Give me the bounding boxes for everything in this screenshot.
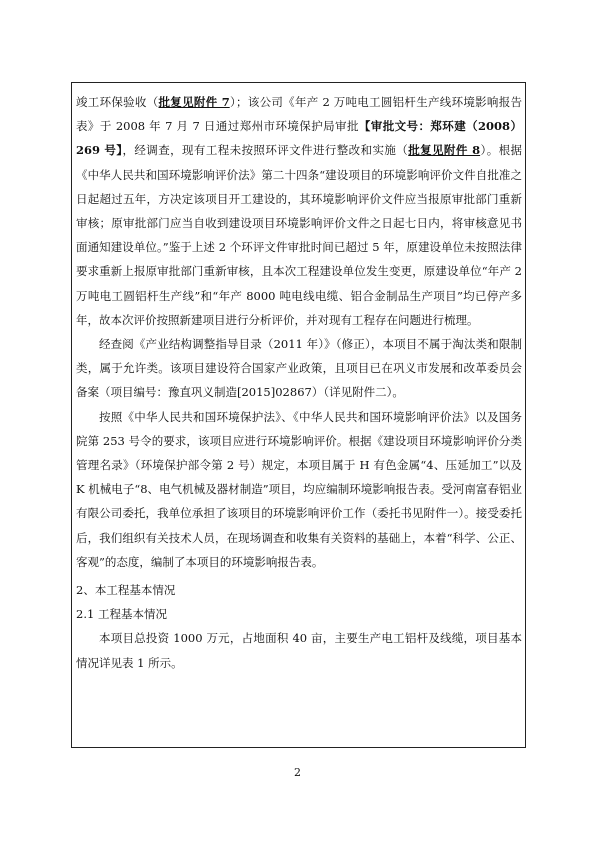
document-body <box>76 90 522 675</box>
text-run: ，经调查，现有工程未按照环评文件进行整改和实施（ <box>122 143 409 158</box>
text-run: ）；该公司《年产 2 万吨电工圆铝杆生产线环境影响报告表》于 2008 年 7 月 7 日通过郑州市环境保护局审批 <box>76 95 522 134</box>
page-number: 2 <box>294 766 301 779</box>
text-run: 竣工环保验收（ <box>76 95 159 109</box>
section-heading-2: 2、本工程基本情况 <box>76 583 176 598</box>
approval-number: 【审批文号：郑环建（2008）269 号】 <box>76 119 522 158</box>
text-run: ）。根据《中华人民共和国环境影响评价法》第二十四条“建设项目的环境影响评价文件自批准之日起超过五年，方决定该项目开工建设的，其环境影响评价文件应当报原审批部门重新审核；原审批部门应当自收到建设项目环境影响评价文件之日起七日内，将审核意见书面通知建设单位。”鉴于上述 2 个环评文件审批时间已超过 5 年，原建设单位未按照法律要求重新上报原审批部门重新审核，且本次工程建设单位发生变更，原建设单位“年产 2 万吨电工圆铝杆生产线”和“年产 8000 吨电线电缆、铝合金制品生产项目”均已停产多年，故本次评价按照新建项目进行分析评价，并对现有工程存在问题进行梳理。 <box>76 143 523 327</box>
paragraph-approval-history <box>76 90 522 332</box>
attachment-ref-7: 批复见附件 7 <box>158 95 230 109</box>
paragraph-eia-requirement: 按照《中华人民共和国环境保护法》、《中华人民共和国环境影响评价法》以及国务院第 253 号令的要求，该项目应进行环境影响评价。根据《建设项目环境影响评价分类管理名录》（环境保护部令第 2 号）规定，本项目属于 H 有色金属“4、压延加工”以及 K 机械电子“8、电气机械及器材制造”项目，均应编制环境影响报告表。受河南富春铝业有限公司委托，我单位承担了该项目的环境影响评价工作（委托书见附件一）。接受委托后，我们组织有关技术人员，在现场调查和收集有关资料的基础上，本着“科学、公正、客观”的态度，编制了本项目的环境影响报告表。 <box>76 409 522 569</box>
attachment-ref-8: 批复见附件 8 <box>408 143 481 158</box>
section-heading-2-1: 2.1 工程基本情况 <box>76 607 167 622</box>
paragraph-project-overview: 本项目总投资 1000 万元，占地面积 40 亩，主要生产电工铝杆及线缆，项目基本情况详见表 1 所示。 <box>76 631 522 670</box>
paragraph-industrial-policy: 经查阅《产业结构调整指导目录（2011 年）》（修正），本项目不属于淘汰类和限制类，属于允许类。该项目建设符合国家产业政策，且项目已在巩义市发展和改革委员会备案（项目编号：豫直巩义制造[2015]02867）（详见附件二）。 <box>76 337 522 400</box>
